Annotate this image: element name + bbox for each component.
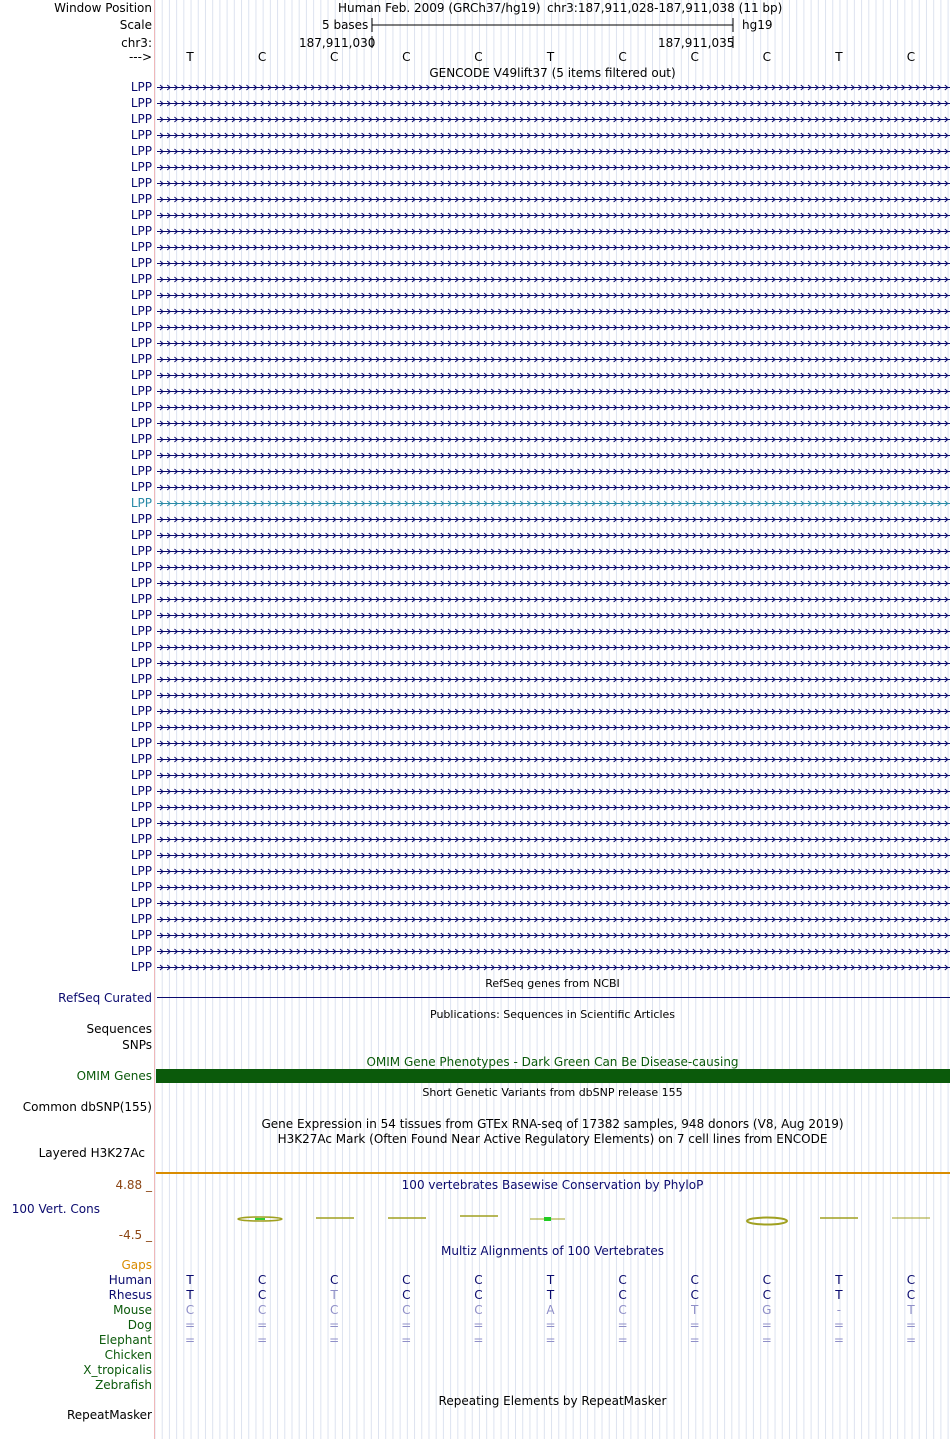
dna-base: C [690, 50, 699, 64]
gencode-gene-label[interactable]: LPP [130, 496, 152, 510]
alignment-base: C [257, 1303, 267, 1317]
alignment-base: T [907, 1303, 915, 1317]
gencode-gene-label[interactable]: LPP [130, 432, 152, 446]
alignment-base: = [545, 1333, 556, 1347]
alignment-base: = [184, 1318, 196, 1332]
species-label[interactable]: Elephant [98, 1333, 152, 1347]
gencode-gene-label[interactable]: LPP [130, 384, 152, 398]
gencode-gene-label[interactable]: LPP [130, 752, 152, 766]
gencode-gene-label[interactable]: LPP [130, 448, 152, 462]
species-label[interactable]: X_tropicalis [83, 1363, 152, 1377]
alignment-base: C [762, 1288, 771, 1302]
gencode-gene-label[interactable]: LPP [130, 720, 152, 734]
pubs-sequences-label[interactable]: Sequences [86, 1022, 152, 1036]
alignment-base: T [835, 1273, 843, 1287]
gencode-gene-label[interactable]: LPP [130, 560, 152, 574]
repeatmasker-label[interactable]: RepeatMasker [66, 1408, 152, 1422]
species-label[interactable]: Human [108, 1273, 152, 1287]
alignment-base: C [690, 1288, 699, 1302]
scale-label: Scale [119, 18, 152, 32]
gencode-gene-label[interactable]: LPP [130, 336, 152, 350]
alignment-base: C [474, 1273, 483, 1287]
dna-base: C [474, 50, 483, 64]
alignment-base: = [329, 1333, 340, 1347]
refseq-label[interactable]: RefSeq Curated [58, 991, 152, 1005]
gencode-gene-label[interactable]: LPP [130, 592, 152, 606]
pubs-track-title[interactable]: Publications: Sequences in Scientific Articles [430, 1008, 675, 1021]
gencode-track-title[interactable]: GENCODE V49lift37 (5 items filtered out) [429, 66, 676, 80]
gencode-gene-label[interactable]: LPP [130, 640, 152, 654]
refseq-gene-line[interactable] [157, 997, 950, 998]
gencode-gene-label[interactable]: LPP [130, 656, 152, 670]
pubs-snps-label[interactable]: SNPs [122, 1038, 152, 1052]
chr-label: chr3: [121, 36, 152, 50]
multiz-track-title[interactable]: Multiz Alignments of 100 Vertebrates [440, 1244, 665, 1258]
h3k27-label[interactable]: Layered H3K27Ac [38, 1146, 145, 1160]
gencode-gene-label[interactable]: LPP [130, 608, 152, 622]
gencode-gene-label[interactable]: LPP [130, 880, 152, 894]
gencode-gene-label[interactable]: LPP [130, 528, 152, 542]
gencode-gene-label[interactable]: LPP [130, 672, 152, 686]
alignment-base: = [761, 1333, 772, 1347]
scale-db: hg19 [742, 18, 773, 32]
window-position-label: Window Position [54, 1, 152, 15]
alignment-base: A [546, 1303, 555, 1317]
alignment-base: C [257, 1288, 267, 1302]
gencode-gene-label[interactable]: LPP [130, 848, 152, 862]
alignment-base: = [689, 1318, 700, 1332]
gencode-gene-label[interactable]: LPP [130, 256, 152, 270]
alignment-base: C [257, 1273, 267, 1287]
cons-max-value: 4.88 _ [115, 1178, 152, 1192]
dna-base: C [762, 50, 771, 64]
h3k27-signal-line [156, 1172, 950, 1174]
species-label[interactable]: Zebrafish [95, 1378, 152, 1392]
alignment-base: = [617, 1318, 628, 1332]
gencode-gene-label[interactable]: LPP [130, 864, 152, 878]
alignment-base: T [835, 1288, 843, 1302]
omim-feature-bar[interactable] [156, 1069, 950, 1083]
gencode-gene-label[interactable]: LPP [130, 192, 152, 206]
dna-base: T [835, 50, 843, 64]
species-label[interactable]: Mouse [113, 1303, 152, 1317]
species-label[interactable]: Chicken [104, 1348, 152, 1362]
dna-base: C [257, 50, 267, 64]
alignment-base: - [836, 1303, 842, 1317]
coord-left: 187,911,030 [299, 36, 376, 50]
gencode-gene-label[interactable]: LPP [130, 736, 152, 750]
alignment-base: C [474, 1303, 483, 1317]
alignment-base: = [257, 1333, 268, 1347]
alignment-base: = [329, 1318, 340, 1332]
species-label[interactable]: Dog [127, 1318, 152, 1332]
gencode-gene-label[interactable]: LPP [130, 624, 152, 638]
gencode-gene-label[interactable]: LPP [130, 912, 152, 926]
alignment-base: T [186, 1288, 194, 1302]
cons-wiggle [0, 1205, 950, 1230]
refseq-track-title[interactable]: RefSeq genes from NCBI [485, 977, 620, 990]
gencode-gene-label[interactable]: LPP [130, 272, 152, 286]
alignment-base: T [330, 1288, 338, 1302]
dna-base: T [546, 50, 555, 64]
alignment-base: = [905, 1318, 917, 1332]
alignment-base: C [618, 1303, 627, 1317]
gencode-gene-label[interactable]: LPP [130, 96, 152, 110]
alignment-base: = [689, 1333, 700, 1347]
alignment-base: C [402, 1273, 411, 1287]
alignment-base: = [905, 1333, 917, 1347]
gencode-gene-label[interactable]: LPP [130, 160, 152, 174]
gencode-gene-label[interactable]: LPP [130, 768, 152, 782]
alignment-base: = [184, 1333, 196, 1347]
alignment-base: C [402, 1303, 411, 1317]
dbsnp-track-title[interactable]: Short Genetic Variants from dbSNP release 155 [422, 1086, 683, 1099]
dna-base: C [329, 50, 339, 64]
gencode-gene-label[interactable]: LPP [130, 896, 152, 910]
gencode-gene-label[interactable]: LPP [130, 352, 152, 366]
gencode-gene-label[interactable]: LPP [130, 320, 152, 334]
position-range: chr3:187,911,028-187,911,038 (11 bp) [547, 1, 783, 15]
omim-label[interactable]: OMIM Genes [76, 1069, 152, 1083]
gencode-gene-label[interactable]: LPP [130, 928, 152, 942]
gencode-gene-label[interactable]: LPP [130, 400, 152, 414]
alignment-base: = [833, 1333, 844, 1347]
alignment-base: T [546, 1273, 555, 1287]
gencode-gene-label[interactable]: LPP [130, 688, 152, 702]
omim-track-title[interactable]: OMIM Gene Phenotypes - Dark Green Can Be Disease-causing [366, 1055, 739, 1069]
gencode-gene-label[interactable]: LPP [130, 416, 152, 430]
alignment-base: C [618, 1273, 627, 1287]
gencode-gene-label[interactable]: LPP [130, 800, 152, 814]
alignment-base: C [690, 1273, 699, 1287]
coord-right: 187,911,035 [658, 36, 735, 50]
dna-base: C [906, 50, 916, 64]
repeatmasker-track-title[interactable]: Repeating Elements by RepeatMasker [438, 1394, 667, 1408]
gencode-gene-label[interactable]: LPP [130, 576, 152, 590]
dna-base: C [618, 50, 627, 64]
h3k27-track-title[interactable]: H3K27Ac Mark (Often Found Near Active Regulatory Elements) on 7 cell lines from ENCODE [277, 1132, 828, 1146]
gencode-gene-label[interactable]: LPP [130, 832, 152, 846]
scale-text: 5 bases [322, 18, 369, 32]
gencode-gene-label[interactable]: LPP [130, 784, 152, 798]
alignment-base: T [186, 1273, 194, 1287]
gencode-gene-label[interactable]: LPP [130, 288, 152, 302]
alignment-base: C [906, 1288, 916, 1302]
gencode-gene-label[interactable]: LPP [130, 304, 152, 318]
gencode-gene-label[interactable]: LPP [130, 464, 152, 478]
alignment-base: = [617, 1333, 628, 1347]
alignment-base: C [762, 1273, 771, 1287]
alignment-base: = [401, 1333, 412, 1347]
cons-min-value: -4.5 _ [118, 1228, 152, 1242]
gencode-gene-label[interactable]: LPP [130, 240, 152, 254]
gencode-gene-label[interactable]: LPP [130, 960, 152, 974]
cons-track-title[interactable]: 100 vertebrates Basewise Conservation by PhyloP [401, 1178, 704, 1192]
dna-base: T [186, 50, 194, 64]
gencode-gene-label[interactable]: LPP [130, 544, 152, 558]
gencode-gene-label[interactable]: LPP [130, 512, 152, 526]
alignment-base: T [691, 1303, 699, 1317]
assembly-title: Human Feb. 2009 (GRCh37/hg19) [338, 1, 541, 15]
alignment-base: C [329, 1273, 339, 1287]
alignment-base: C [618, 1288, 627, 1302]
gencode-gene-label[interactable]: LPP [130, 144, 152, 158]
alignment-base: = [545, 1318, 556, 1332]
alignment-base: = [473, 1318, 484, 1332]
alignment-base: C [402, 1288, 411, 1302]
alignment-base: = [473, 1333, 484, 1347]
alignment-base: C [185, 1303, 195, 1317]
species-label[interactable]: Rhesus [108, 1288, 152, 1302]
alignment-base: T [546, 1288, 555, 1302]
alignment-base: = [761, 1318, 772, 1332]
alignment-base: C [906, 1273, 916, 1287]
alignment-base: G [762, 1303, 772, 1317]
gencode-gene-label[interactable]: LPP [130, 224, 152, 238]
gencode-gene-label[interactable]: LPP [130, 944, 152, 958]
cons-label[interactable]: 100 Vert. Cons [11, 1202, 100, 1216]
gencode-gene-label[interactable]: LPP [130, 80, 152, 94]
alignment-base: C [329, 1303, 339, 1317]
alignment-base: C [474, 1288, 483, 1302]
gencode-gene-label[interactable]: LPP [130, 112, 152, 126]
gencode-gene-label[interactable]: LPP [130, 368, 152, 382]
alignment-base: = [401, 1318, 412, 1332]
gencode-gene-label[interactable]: LPP [130, 176, 152, 190]
gaps-label[interactable]: Gaps [121, 1258, 152, 1272]
dna-base: C [402, 50, 411, 64]
gencode-gene-label[interactable]: LPP [130, 480, 152, 494]
gencode-gene-label[interactable]: LPP [130, 208, 152, 222]
gencode-gene-label[interactable]: LPP [130, 816, 152, 830]
gtex-track-title[interactable]: Gene Expression in 54 tissues from GTEx RNA-seq of 17382 samples, 948 donors (V8, Aug 2019) [261, 1117, 844, 1131]
dbsnp-label[interactable]: Common dbSNP(155) [22, 1100, 152, 1114]
strand-toggle[interactable]: ---> [128, 50, 152, 64]
gencode-gene-label[interactable]: LPP [130, 704, 152, 718]
alignment-base: = [833, 1318, 844, 1332]
alignment-base: = [257, 1318, 268, 1332]
gencode-gene-label[interactable]: LPP [130, 128, 152, 142]
